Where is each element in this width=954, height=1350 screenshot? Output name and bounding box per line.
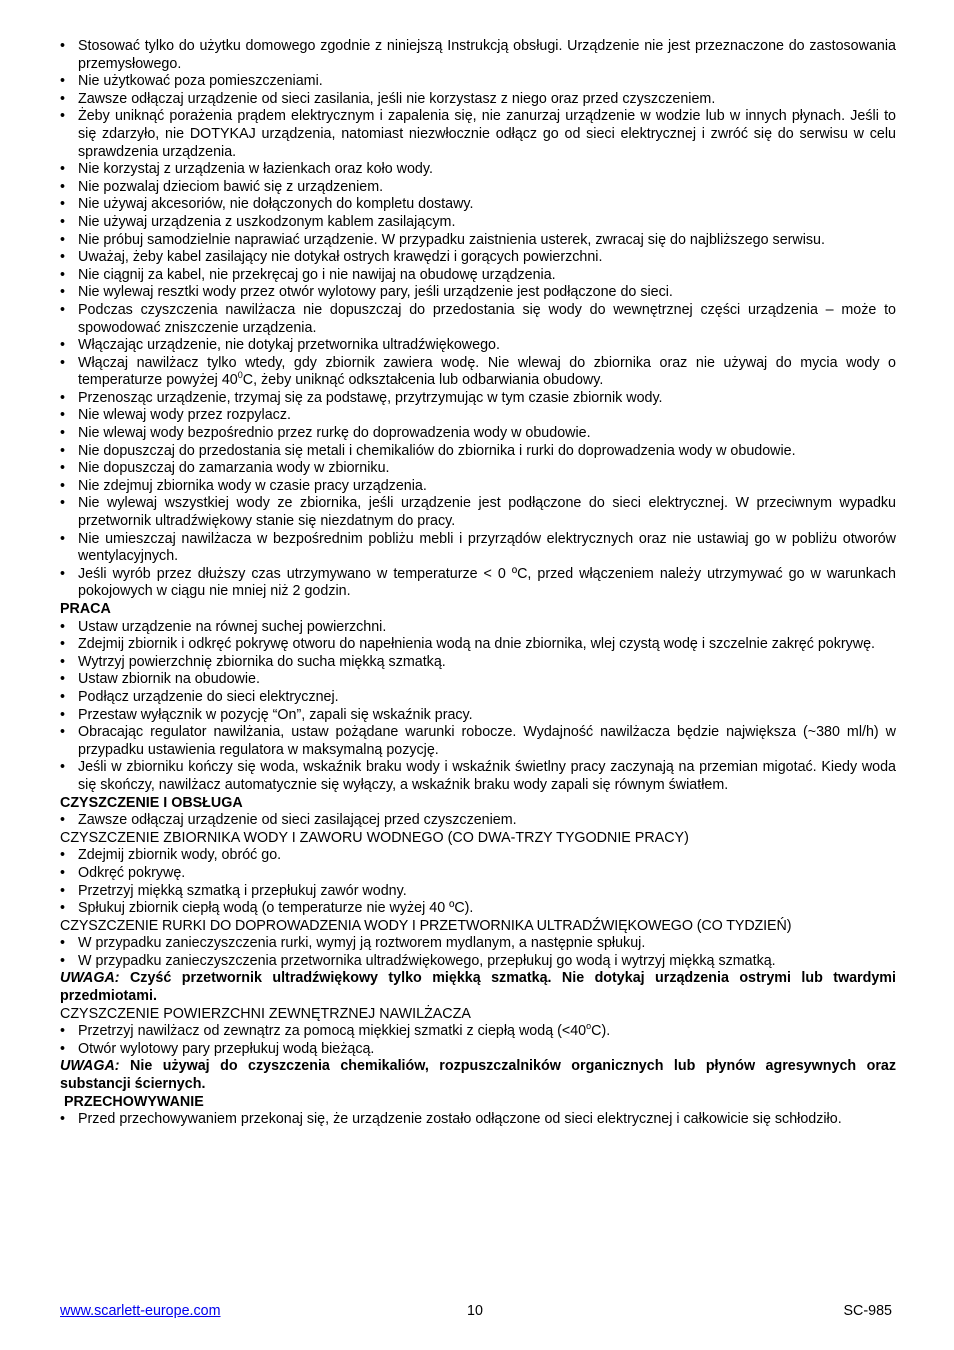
list-item	[60, 284, 896, 302]
list-item	[60, 1111, 896, 1129]
bullet: •	[60, 1040, 66, 1057]
bullet: •	[60, 213, 66, 230]
subheading-tank: CZYSZCZENIE ZBIORNIKA WODY I ZAWORU WODNEGO (CO DWA-TRZY TYGODNIE PRACY)	[60, 829, 689, 846]
bullet: •	[60, 266, 66, 283]
list-item-text: Odkręć pokrywę.	[78, 864, 186, 881]
list-item	[60, 196, 896, 214]
list-item	[60, 707, 896, 725]
bullet: •	[60, 284, 66, 301]
praca-list	[60, 619, 896, 795]
list-item-text: Nie umieszczaj nawilżacza w bezpośrednim pobliżu mebli i przyrządów elektrycznych oraz nie ustawiaj go w pobliżu otworów wentylacyjnych.	[78, 530, 896, 565]
subheading-tube: CZYSZCZENIE RURKI DO DOPROWADZENIA WODY I PRZETWORNIKA ULTRADŹWIĘKOWEGO (CO TYDZIEŃ)	[60, 917, 792, 934]
section-heading-cleaning: CZYSZCZENIE I OBSŁUGA	[60, 794, 243, 811]
list-item-text: Obracając regulator nawilżania, ustaw pożądane warunki robocze. Wydajność nawilżacza będzie największa (~380 ml/h) w przypadku ustawienia regulatora w maksymalną pozycję.	[78, 724, 896, 758]
list-item	[60, 267, 896, 285]
list-item	[60, 812, 896, 830]
list-item	[60, 73, 896, 91]
bullet: •	[60, 935, 66, 952]
bullet: •	[60, 495, 66, 512]
list-item-text: Przenosząc urządzenie, trzymaj się za podstawę, przytrzymując w tym czasie zbiornik wody.	[78, 389, 663, 406]
list-item-text: Nie wylewaj wszystkiej wody ze zbiornika, jeśli urządzenie jest podłączone do sieci elektrycznej. W przeciwnym wypadku przetwornik ultradźwiękowy stanie się niezdatnym do pracy.	[78, 495, 896, 530]
list-item-text: Zawsze odłączaj urządzenie od sieci zasilającej przed czyszczeniem.	[78, 812, 517, 829]
bullet: •	[60, 337, 66, 354]
list-item	[60, 232, 896, 250]
page-footer	[60, 1303, 892, 1323]
bullet: •	[60, 407, 66, 424]
list-item-text: Żeby uniknąć porażenia prądem elektrycznym i zapalenia się, nie zanurzaj urządzenie w wodzie lub w innych płynach. Jeśli to się zdarzyło, nie DOTYKAJ urządzenia, natomiast niezwłocznie odłącz go od sieci elektrycznej i zwróć się do serwisu w celu sprawdzenia urządzenia.	[78, 108, 896, 160]
list-item-text: W przypadku zanieczyszczenia rurki, wymyj ją roztworem mydlanym, a następnie spłukuj.	[78, 935, 646, 952]
bullet: •	[60, 108, 66, 125]
list-item-text: Nie zdejmuj zbiornika wody w czasie pracy urządzenia.	[78, 477, 427, 494]
bullet: •	[60, 1111, 66, 1128]
bullet: •	[60, 38, 66, 54]
bullet: •	[60, 196, 66, 213]
list-item	[60, 531, 896, 566]
list-item	[60, 619, 896, 637]
list-item-text: Zdejmij zbiornik i odkręć pokrywę otworu do napełnienia wodą na dnie zbiornika, wlej czystą wodę i szczelnie zakręć pokrywę.	[78, 636, 876, 653]
safety-list-2	[60, 390, 896, 601]
outer-temp-list	[60, 1023, 896, 1041]
list-item-text: Zdejmij zbiornik wody, obróć go.	[78, 847, 282, 864]
list-item	[60, 38, 896, 73]
list-item	[60, 935, 896, 953]
list-item	[60, 443, 896, 461]
list-item-text: Wytrzyj powierzchnię zbiornika do sucha miękką szmatką.	[78, 653, 446, 670]
list-item	[60, 1041, 896, 1059]
list-item-text: Ustaw urządzenie na równej suchej powierzchni.	[78, 618, 387, 635]
list-item-text: Podłącz urządzenie do sieci elektrycznej.	[78, 688, 339, 705]
list-item	[60, 108, 896, 161]
list-item	[60, 495, 896, 530]
list-item	[60, 214, 896, 232]
list-item-text: Przetrzyj miękką szmatką i przepłukuj zawór wodny.	[78, 882, 407, 899]
list-item	[60, 390, 896, 408]
list-item-text: Nie użytkować poza pomieszczeniami.	[78, 73, 323, 90]
bullet: •	[60, 354, 66, 371]
bullet: •	[60, 952, 66, 969]
bullet: •	[60, 565, 66, 582]
list-item: • Włączaj nawilżacz tylko wtedy, gdy zbiornik zawiera wodę. Nie wlewaj do zbiornika oraz nie używaj do mycia wody o temperaturze powyżej $40^0C$, żeby uniknąć odkształcenia lub odbarwiania obudowy.	[60, 354, 896, 389]
page-number: 10	[467, 1303, 483, 1319]
list-item-text: Podczas czyszczenia nawilżacza nie dopuszczaj do przedostania się wody do wewnętrznej części urządzenia – może to spowodować zniszczenie urządzenia.	[78, 301, 896, 336]
bullet: •	[60, 636, 66, 653]
list-item	[60, 425, 896, 443]
safety-temp-list	[60, 355, 896, 390]
bullet: •	[60, 161, 66, 178]
list-item	[60, 179, 896, 197]
bullet: •	[60, 900, 66, 917]
bullet: •	[60, 864, 66, 881]
bullet: •	[60, 231, 66, 248]
list-item	[60, 671, 896, 689]
list-item-text: Uważaj, żeby kabel zasilający nie dotykał ostrych krawędzi i gorących powierzchni.	[78, 249, 603, 266]
list-item	[60, 460, 896, 478]
list-item	[60, 91, 896, 109]
list-item	[60, 161, 896, 179]
tank-list	[60, 847, 896, 917]
bullet: •	[60, 671, 66, 688]
bullet: •	[60, 249, 66, 266]
bullet: •	[60, 882, 66, 899]
list-item-text: Jeśli wyrób przez dłuższy czas utrzymywano w temperaturze < 0 ºC, przed włączeniem należy utrzymywać go w warunkach pokojowych w ciągu nie mniej niż 2 godzin.	[78, 565, 896, 600]
list-item	[60, 566, 896, 601]
storage-list	[60, 1111, 896, 1129]
list-item-text: Ustaw zbiornik na obudowie.	[78, 671, 260, 688]
list-item	[60, 865, 896, 883]
list-item	[60, 654, 896, 672]
tube-list	[60, 935, 896, 970]
bullet: •	[60, 688, 66, 705]
list-item-text: Nie wlewaj wody przez rozpylacz.	[78, 407, 291, 424]
bullet: •	[60, 812, 66, 829]
warning-note-1: UWAGA: Czyść przetwornik ultradźwiękowy tylko miękką szmatką. Nie dotykaj urządzenia ostrymi lub twardymi przedmiotami.	[60, 970, 896, 1005]
list-item	[60, 407, 896, 425]
list-item-text: Nie dopuszczaj do zamarzania wody w zbiorniku.	[78, 460, 390, 477]
list-item-text: Nie używaj akcesoriów, nie dołączonych do kompletu dostawy.	[78, 196, 474, 213]
bullet: •	[60, 618, 66, 635]
list-item	[60, 478, 896, 496]
bullet: •	[60, 178, 66, 195]
list-item-text: Nie używaj urządzenia z uszkodzonym kablem zasilającym.	[78, 213, 456, 230]
bullet: •	[60, 847, 66, 864]
bullet: •	[60, 90, 66, 107]
list-item	[60, 900, 896, 918]
bullet: •	[60, 73, 66, 90]
list-item-text: Jeśli w zbiorniku kończy się woda, wskaźnik braku wody i wskaźnik świetlny pracy zaczynają na przemian migotać. Kiedy woda się skończy, nawilżacz automatycznie się wyłączy, a wskaźnik braku wody zapali się równym światłem.	[78, 759, 896, 793]
bullet: •	[60, 301, 66, 318]
list-item-text: Stosować tylko do użytku domowego zgodnie z niniejszą Instrukcją obsługi. Urządzenie nie jest przeznaczone do zastosowania przemysłowego.	[78, 38, 896, 72]
bullet: •	[60, 425, 66, 442]
list-item-text: Spłukuj zbiornik ciepłą wodą (o temperaturze nie wyżej 40 ºC).	[78, 900, 474, 917]
warning-note-2: UWAGA: Nie używaj do czyszczenia chemikaliów, rozpuszczalników organicznych lub płynów agresywnych oraz substancji ściernych.	[60, 1058, 896, 1093]
list-item	[60, 337, 896, 355]
bullet: •	[60, 460, 66, 477]
list-item	[60, 883, 896, 901]
list-item	[60, 636, 896, 654]
list-item-text: Nie korzystaj z urządzenia w łazienkach oraz koło wody.	[78, 161, 433, 178]
subheading-outer: CZYSZCZENIE POWIERZCHNI ZEWNĘTRZNEJ NAWILŻACZA	[60, 1005, 471, 1022]
section-heading-storage: PRZECHOWYWANIE	[60, 1093, 204, 1110]
list-item-text: Nie wylewaj resztki wody przez otwór wylotowy pary, jeśli urządzenie jest podłączone do sieci.	[78, 284, 673, 301]
list-item	[60, 953, 896, 971]
bullet: •	[60, 530, 66, 547]
bullet: •	[60, 477, 66, 494]
model-number: SC-985	[843, 1303, 892, 1319]
outer-list	[60, 1041, 896, 1059]
list-item	[60, 724, 896, 759]
bullet: •	[60, 1023, 66, 1040]
list-item: • Przetrzyj nawilżacz od zewnątrz za pomocą miękkiej szmatki z ciepłą wodą $(<40^oC)$.	[60, 1021, 611, 1040]
list-item-text: Przestaw wyłącznik w pozycję “On”, zapali się wskaźnik pracy.	[78, 706, 473, 723]
list-item	[60, 249, 896, 267]
list-item-text: Nie dopuszczaj do przedostania się metali i chemikaliów do zbiornika i rurki do doprowadzenia wody w obudowie.	[78, 442, 796, 459]
bullet: •	[60, 442, 66, 459]
bullet: •	[60, 724, 66, 741]
bullet: •	[60, 389, 66, 406]
list-item-text: Nie ciągnij za kabel, nie przekręcaj go i nie nawijaj na obudowę urządzenia.	[78, 266, 556, 283]
list-item-text: Otwór wylotowy pary przepłukuj wodą bieżącą.	[78, 1040, 375, 1057]
list-item	[60, 302, 896, 337]
list-item-text: Włączając urządzenie, nie dotykaj przetwornika ultradźwiękowego.	[78, 337, 500, 354]
website-link[interactable]: www.scarlett-europe.com	[60, 1303, 221, 1319]
list-item-text: Zawsze odłączaj urządzenie od sieci zasilania, jeśli nie korzystasz z niego oraz przed czyszczeniem.	[78, 90, 716, 107]
list-item-text: Nie pozwalaj dzieciom bawić się z urządzeniem.	[78, 178, 384, 195]
section-heading-praca: PRACA	[60, 601, 111, 617]
bullet: •	[60, 653, 66, 670]
list-item	[60, 847, 896, 865]
list-item-text: W przypadku zanieczyszczenia przetwornika ultradźwiękowego, przepłukuj go wodą i wytrzyj miękką szmatką.	[78, 952, 776, 969]
bullet: •	[60, 706, 66, 723]
cleaning-list	[60, 812, 896, 830]
list-item-text: Nie wlewaj wody bezpośrednio przez rurkę do doprowadzenia wody w obudowie.	[78, 425, 591, 442]
bullet: •	[60, 759, 66, 776]
list-item	[60, 689, 896, 707]
list-item-text: Przed przechowywaniem przekonaj się, że urządzenie zostało odłączone od sieci elektrycznej i całkowicie się schłodziło.	[78, 1111, 842, 1128]
safety-list	[60, 38, 896, 355]
list-item-text: Nie próbuj samodzielnie naprawiać urządzenie. W przypadku zaistnienia usterek, zwracaj się do najbliższego serwisu.	[78, 231, 825, 248]
document-body	[60, 38, 896, 1129]
list-item	[60, 759, 896, 794]
